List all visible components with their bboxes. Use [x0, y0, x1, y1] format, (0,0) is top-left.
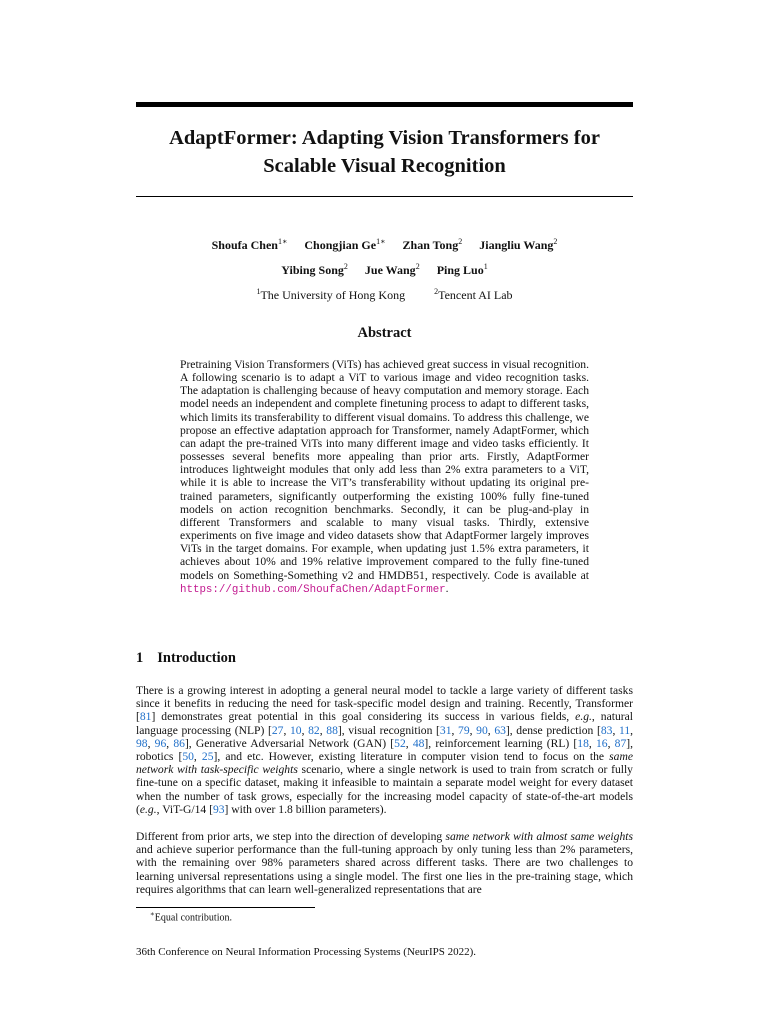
author: Yibing Song$^2$ — [281, 262, 348, 277]
citation-link[interactable]: 88 — [326, 723, 338, 737]
citation-link[interactable]: 27 — [271, 723, 284, 737]
citation-link[interactable]: 63 — [494, 723, 506, 737]
citation-link[interactable]: 11 — [618, 723, 631, 737]
citation-link[interactable]: 31 — [439, 723, 452, 737]
section-heading — [136, 650, 236, 667]
citation-link[interactable]: 79 — [458, 723, 470, 737]
affiliation: $^1$The University of Hong Kong — [256, 287, 406, 302]
author-line-2 — [136, 256, 633, 281]
title-line-2: Scalable Visual Recognition — [263, 155, 506, 177]
abstract-heading: Abstract — [357, 325, 412, 341]
title-line-1: AdaptFormer: Adapting Vision Transformers for — [169, 127, 600, 149]
code-link[interactable]: https://github.com/ShoufaChen/AdaptFormer — [180, 583, 446, 596]
footnote: ∗Equal contribution. — [150, 910, 232, 924]
author-line-1 — [136, 231, 633, 256]
citation-link[interactable]: 52 — [394, 736, 406, 750]
author: Jue Wang$^2$ — [364, 262, 420, 277]
citation-link[interactable]: 50 — [182, 750, 194, 764]
paper-title — [136, 124, 633, 180]
citation-link[interactable]: 48 — [412, 736, 425, 750]
affiliation-line — [136, 281, 633, 306]
citation-link[interactable]: 25 — [201, 750, 214, 764]
citation-link[interactable]: 90 — [476, 723, 488, 737]
author-block — [136, 231, 633, 306]
abstract-body: Pretraining Vision Transformers (ViTs) has achieved great success in visual recognition. A following scenario is to adapt a ViT to various image and video recognition tasks. The adaptation is challenging because of heavy computation and memory storage. Each model needs an independent and complete finetuning process to adapt to different tasks, which limits its transferability to different visual domains. To address this challenge, we propose an effective adaptation approach for Transformer, namely AdaptFormer, which can adapt the pre-trained ViTs into many different image and video tasks efficiently. It possesses several benefits more appealing than prior arts. Firstly, AdaptFormer introduces lightweight modules that only add less than 2% extra parameters to a ViT, while it is able to increase the ViT’s transferability without updating its original pre-trained parameters, significantly outperforming the existing 100% fully fine-tuned models on action recognition benchmarks. Secondly, it can be plug-and-play in different Transformers and scalable to many visual tasks. Thirdly, extensive experiments on five image and video datasets show that AdaptFormer largely improves ViTs in the target domains. For example, when updating just 1.5% extra parameters, it achieves about 10% and 19% relative improvement compared to the fully fine-tuned models on Something-Something v2 and HMDB51, respectively. Code is available at https://github.com/ShoufaChen/AdaptFormer. — [180, 358, 589, 596]
author: Zhan Tong$^2$ — [402, 237, 463, 252]
citation-link[interactable]: 96 — [154, 736, 167, 750]
abstract-text: Pretraining Vision Transformers (ViTs) has achieved great success in visual recognition. A following scenario is to adapt a ViT to various image and video recognition tasks. The adaptation is challenging because of heavy computation and memory storage. Each model needs an independent and complete finetuning process to adapt to different tasks, which limits its transferability to different visual domains. To address this challenge, we propose an effective adaptation approach for Transformer, namely AdaptFormer, which can adapt the pre-trained ViTs into many different image and video tasks efficiently. It possesses several benefits more appealing than prior arts. Firstly, AdaptFormer introduces lightweight modules that only add less than 2% extra parameters to a ViT, while it is able to increase the ViT’s transferability without updating its original pre-trained parameters, significantly outperforming the existing 100% fully fine-tuned models on action recognition benchmarks. Secondly, it can be plug-and-play in different Transformers and scalable to many visual tasks. Thirdly, extensive experiments on five image and video datasets show that AdaptFormer largely improves ViTs in the target domains. For example, when updating just 1.5% extra parameters, it achieves about 10% and 19% relative improvement compared to the fully fine-tuned models on Something-Something v2 and HMDB51, respectively. Code is available at — [180, 358, 589, 582]
citation-link[interactable]: 83 — [600, 723, 613, 737]
citation-link[interactable]: 10 — [289, 723, 302, 737]
citation-link[interactable]: 82 — [308, 723, 320, 737]
citation-link[interactable]: 16 — [595, 736, 608, 750]
conference-footer: 36th Conference on Neural Information Processing Systems (NeurIPS 2022). — [136, 946, 477, 958]
title-bottom-rule — [136, 196, 633, 197]
citation-link[interactable]: 98 — [136, 736, 148, 750]
affiliation: $^2$Tencent AI Lab — [434, 287, 513, 302]
citation-link[interactable]: 81 — [139, 710, 152, 724]
citation-link[interactable]: 93 — [212, 802, 225, 816]
section-title: Introduction — [157, 650, 236, 666]
author: Ping Luo$^1$ — [436, 262, 488, 277]
section-number: 1 — [136, 650, 144, 666]
top-rule — [136, 102, 633, 107]
citation-link[interactable]: 86 — [173, 736, 185, 750]
citation-link[interactable]: 18 — [577, 736, 589, 750]
intro-paragraph-1: There is a growing interest in adopting a general neural model to tackle a large variety of different tasks since it benefits in reducing the need for task-specific model design and training. Recently, Transformer [81] demonstrates great potential in this goal considering its success in various fields, e.g., natural language processing (NLP) [27, 10, 82, 88], visual recognition [31, 79, 90, 63], dense prediction [83, 11, 98, 96, 86], Generative Adversarial Network (GAN) [52, 48], reinforcement learning (RL) [18, 16, 87], robotics [50, 25], and etc. However, existing literature in computer vision tend to focus on the same network with task-specific weights scenario, where a single network is used to train from scratch or fully fine-tune on a specific dataset, making it infeasible to maintain a separate model weight for every dataset when the number of task grows, especially for the increasing model capacity of state-of-the-art models (e.g., ViT-G/14 [93] with over 1.8 billion parameters). — [136, 684, 634, 816]
citation-link[interactable]: 87 — [614, 736, 627, 750]
author: Chongjian $Ge^{1∗}$ — [304, 237, 386, 252]
author: Shoufa Chen$^{1∗}$ — [211, 237, 288, 252]
footnote-rule — [136, 907, 315, 908]
author: Jiangliu Wang$^2$ — [479, 237, 558, 252]
intro-paragraph-2: Different from prior arts, we step into the direction of developing same network with almost same weights and achieve superior performance than the full-tuning approach by only tuning less than 2% parameters, with the remaining over 98% parameters shared across different tasks. There are two challenges to learning universal representations using a single model. The first one lies in the pre-training stage, which requires algorithms that can learn well-generalized representations that are — [136, 830, 633, 896]
